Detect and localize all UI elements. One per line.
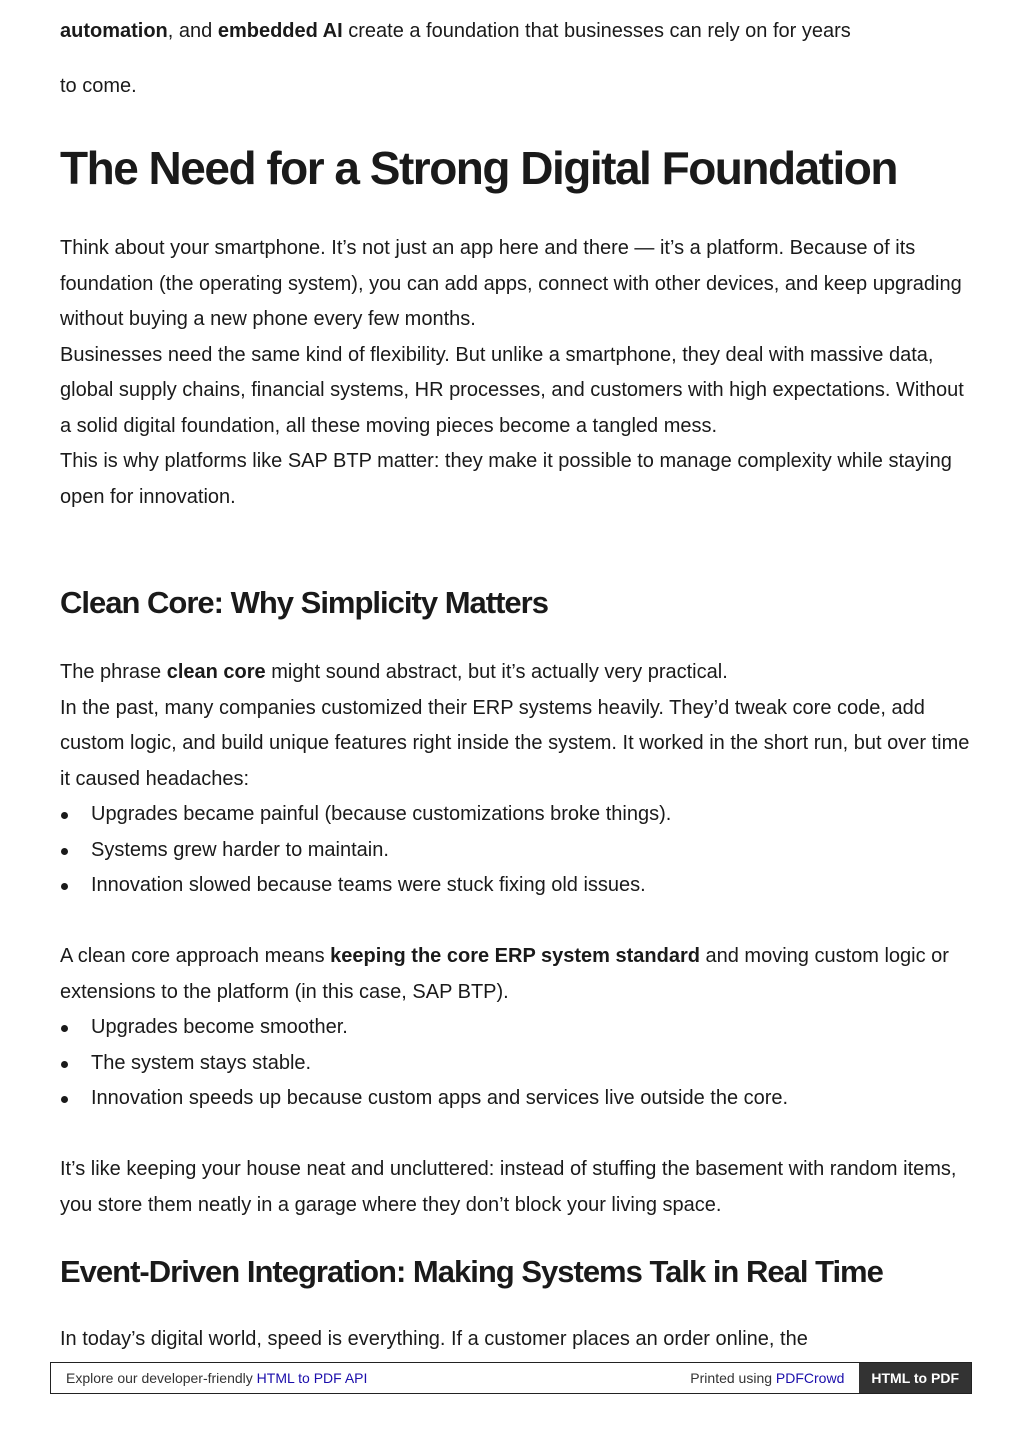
section-heading-clean-core: Clean Core: Why Simplicity Matters	[60, 585, 548, 620]
paragraph: This is why platforms like SAP BTP matter: they make it possible to manage complexity while staying open for innovation.	[60, 450, 952, 508]
footer-explore	[51, 1370, 367, 1386]
paragraph: Businesses need the same kind of flexibility. But unlike a smartphone, they deal with massive data, global supply chains, financial systems, HR processes, and customers with high expectations. Without a solid digital foundation, all these moving pieces become a tangled mess.	[60, 343, 964, 437]
text-span: create a foundation that businesses can rely on for years	[342, 20, 851, 42]
html-to-pdf-api-link[interactable]: HTML to PDF API	[256, 1370, 368, 1386]
intro-continuation: to come.	[60, 75, 137, 97]
text-span: , and	[167, 20, 218, 42]
pdfcrowd-link[interactable]: PDFCrowd	[775, 1370, 845, 1386]
list-item: The system stays stable.	[60, 1046, 970, 1082]
clean-core-section	[60, 655, 970, 1223]
text-span: Explore our developer-friendly	[66, 1370, 257, 1386]
bold-text: embedded AI	[217, 20, 343, 42]
cut-off-intro-line	[60, 20, 970, 64]
list-item: Upgrades became painful (because customizations broke things).	[60, 797, 970, 833]
section-heading-foundation: The Need for a Strong Digital Foundation	[60, 142, 897, 194]
text-span: and moving custom logic or extensions to the platform (in this case, SAP BTP).	[60, 945, 949, 1003]
bullet-list	[60, 1010, 970, 1117]
text-span: The phrase	[60, 661, 167, 683]
paragraph: Think about your smartphone. It’s not just an app here and there — it’s a platform. Because of its foundation (the operating system), you can add apps, connect with other devices, and keep upgrading without buying a new phone every few months.	[60, 237, 962, 330]
paragraph: In today’s digital world, speed is everything. If a customer places an order online, the	[60, 1328, 808, 1350]
list-item: Upgrades become smoother.	[60, 1010, 970, 1046]
list-item: Innovation speeds up because custom apps and services live outside the core.	[60, 1081, 970, 1117]
paragraph: It’s like keeping your house neat and uncluttered: instead of stuffing the basement with random items, you store them neatly in a garage where they don’t block your living space.	[60, 1158, 957, 1216]
paragraph	[60, 939, 970, 1010]
foundation-section	[60, 231, 970, 515]
text-span: A clean core approach means	[60, 945, 331, 967]
bold-text: keeping the core ERP system standard	[330, 945, 700, 967]
bold-text: automation	[60, 20, 168, 42]
cut-off-paragraph	[60, 1328, 970, 1350]
pdf-footer-bar	[50, 1362, 972, 1394]
list-item: Systems grew harder to maintain.	[60, 833, 970, 869]
list-item: Innovation slowed because teams were stuck fixing old issues.	[60, 868, 970, 904]
text-span: Printed using	[690, 1370, 776, 1386]
bullet-list	[60, 797, 970, 904]
paragraph	[60, 655, 970, 691]
bold-text: clean core	[166, 661, 266, 683]
paragraph: In the past, many companies customized their ERP systems heavily. They’d tweak core code, add custom logic, and build unique features right inside the system. It worked in the short run, but over time it caused headaches:	[60, 696, 970, 790]
text-span: might sound abstract, but it’s actually very practical.	[265, 661, 728, 683]
section-heading-event-driven: Event-Driven Integration: Making Systems Talk in Real Time	[60, 1254, 883, 1289]
footer-printed	[690, 1370, 859, 1386]
html-to-pdf-button[interactable]: HTML to PDF	[859, 1363, 971, 1393]
